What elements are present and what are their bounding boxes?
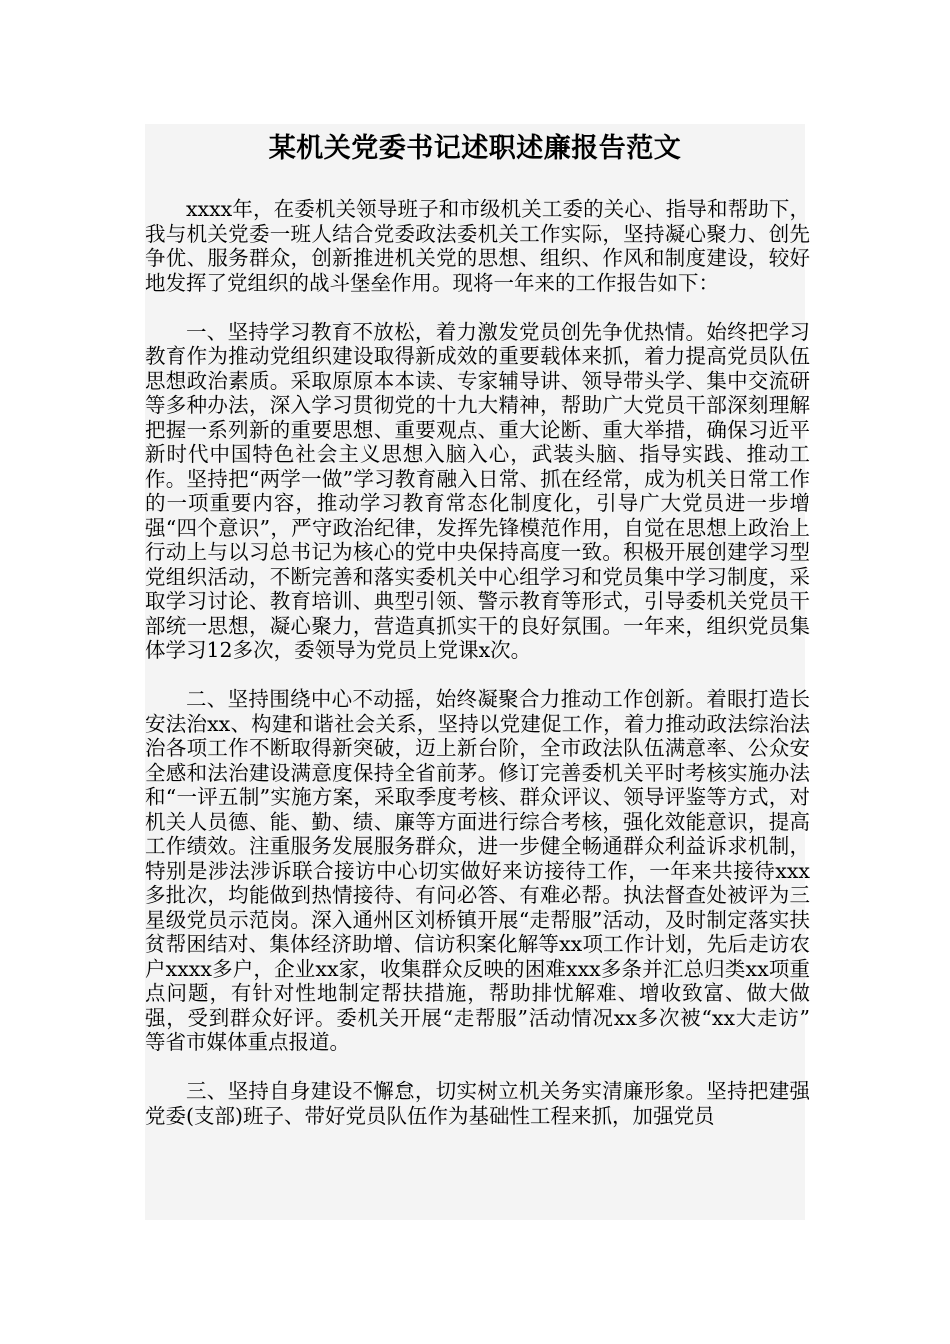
document-body bbox=[145, 197, 810, 1153]
document-title: 某机关党委书记述职述廉报告范文 bbox=[268, 133, 682, 164]
section-two-paragraph: 二、坚持围绕中心不动摇，始终凝聚合力推动工作创新。着眼打造长安法治xx、构建和谐社会关系，坚持以党建促工作，着力推动政法综治法治各项工作不断取得新突破，迈上新台阶，全市政法队伍满意率、公众安全感和法治建设满意度保持全省前茅。修订完善委机关平时考核实施办法和“一评五制”实施方案，采取季度考核、群众评议、领导评鉴等方式，对机关人员德、能、勤、绩、廉等方面进行综合考核，强化效能意识，提高工作绩效。注重服务发展服务群众，进一步健全畅通群众利益诉求机制，特别是涉法涉诉联合接访中心切实做好来访接待工作，一年来共接待xxx多批次，均能做到热情接待、有问必答、有难必帮。执法督查处被评为三星级党员示范岗。深入通州区刘桥镇开展“走帮服”活动，及时制定落实扶贫帮困结对、集体经济助增、信访积案化解等xx项工作计划，先后走访农户xxxx多户，企业xx家，收集群众反映的困难xxx多条并汇总归类xx项重点问题，有针对性地制定帮扶措施，帮助排忧解难、增收致富、做大做强，受到群众好评。委机关开展“走帮服”活动情况xx多次被“xx大走访” 等省市媒体重点报道。 bbox=[145, 687, 810, 1054]
section-one-paragraph: 一、坚持学习教育不放松，着力激发党员创先争优热情。始终把学习教育作为推动党组织建设取得新成效的重要载体来抓，着力提高党员队伍思想政治素质。采取原原本本读、专家辅导讲、领导带头学、集中交流研等多种办法，深入学习贯彻党的十九大精神，帮助广大党员干部深刻理解把握一系列新的重要思想、重要观点、重大论断、重大举措，确保习近平新时代中国特色社会主义思想入脑入心，武装头脑、指导实践、推动工作。坚持把“两学一做”学习教育融入日常、抓在经常，成为机关日常工作的一项重要内容，推动学习教育常态化制度化，引导广大党员进一步增强“四个意识”，严守政治纪律，发挥先锋模范作用，自觉在思想上政治上行动上与以习总书记为核心的党中央保持高度一致。积极开展创建学习型党组织活动，不断完善和落实委机关中心组学习和党员集中学习制度，采取学习讨论、教育培训、典型引领、警示教育等形式，引导委机关党员干部统一思想，凝心聚力，营造真抓实干的良好氛围。一年来，组织党员集体学习12多次，委领导为党员上党课x次。 bbox=[145, 319, 810, 662]
intro-paragraph: xxxx年，在委机关领导班子和市级机关工委的关心、指导和帮助下，我与机关党委一班人结合党委政法委机关工作实际，坚持凝心聚力、创先争优、服务群众，创新推进机关党的思想、组织、作风和制度建设，较好地发挥了党组织的战斗堡垒作用。现将一年来的工作报告如下： bbox=[145, 197, 810, 295]
section-three-paragraph: 三、坚持自身建设不懈怠，切实树立机关务实清廉形象。坚持把建强党委(支部)班子、带好党员队伍作为基础性工程来抓，加强党员 bbox=[145, 1079, 810, 1128]
